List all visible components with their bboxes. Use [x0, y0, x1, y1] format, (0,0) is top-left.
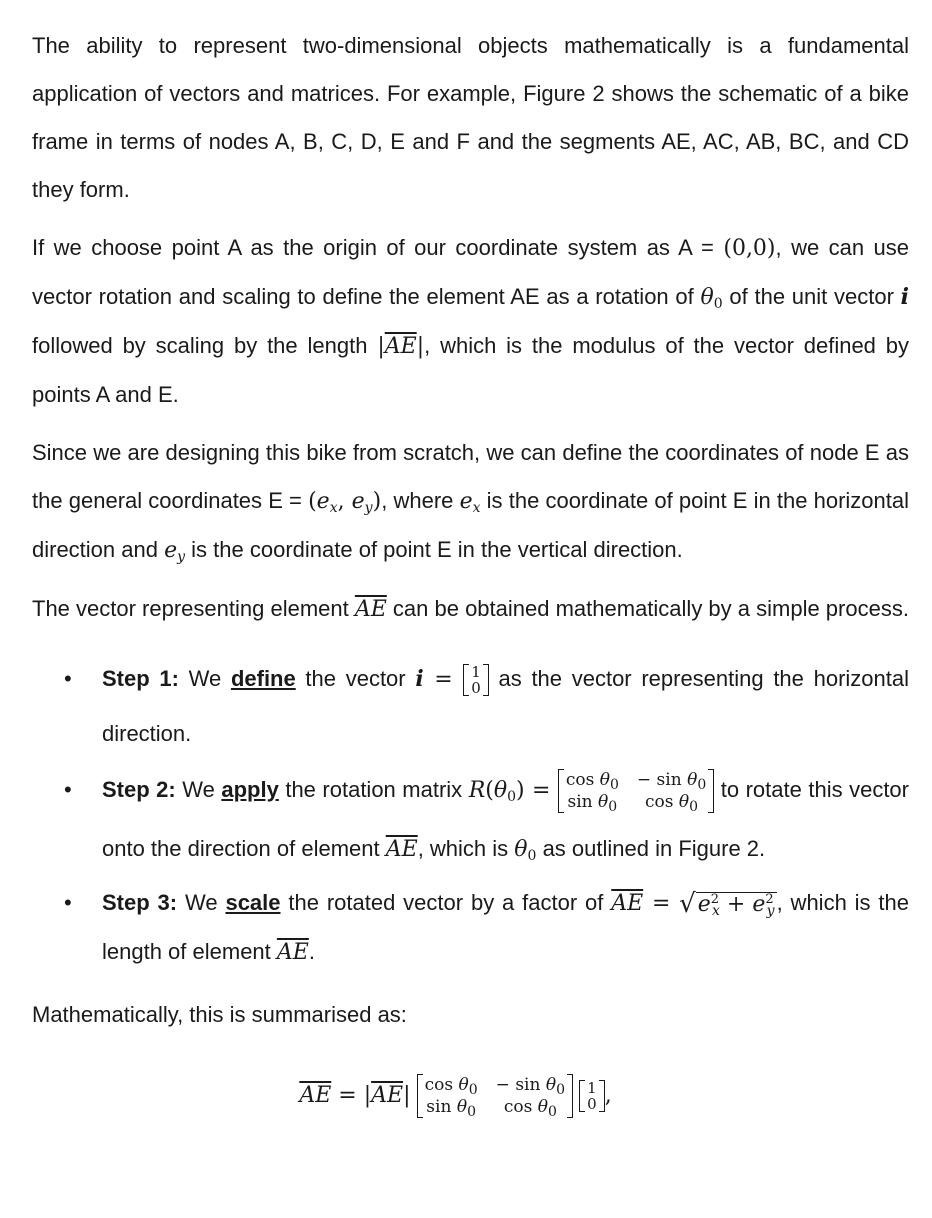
theta0-symbol: $\theta_0$: [700, 285, 723, 312]
scale-term: scale: [225, 890, 281, 915]
paragraph-origin: If we choose point A as the origin of our coordinate system as A = (0,0), we can use vector rotation and scaling to define the element AE as a rotation of $\theta_0$ of the unit vector i followed by scaling by the length $|\overline{AE}|$, which is the modulus of the vector defined by points A and E.: [32, 235, 910, 407]
paragraph-vector-ae: The vector representing element $\overline{AE}$ can be obtained mathematically by a simple process.: [32, 596, 909, 622]
e-coordinates: ($e_x$, $e_y$): [308, 489, 382, 516]
define-term: define: [230, 666, 296, 691]
apply-term: apply: [221, 777, 279, 802]
paragraph-summary: Mathematically, this is summarised as:: [32, 1002, 407, 1027]
sqrt-expression: √ $e^2_x + e^2_y$: [679, 889, 775, 920]
rotation-matrix: $\cos \theta_0$ − $\sin \theta_0$ $\sin \theta_0$ $\cos \theta_0$: [558, 769, 714, 813]
summary-vector-i: 1 0: [579, 1080, 605, 1112]
steps-list: [32, 652, 909, 977]
document-page: [32, 22, 909, 1124]
summary-rotation-matrix: $\cos \theta_0$ − $\sin \theta_0$ $\sin \theta_0$ $\cos \theta_0$: [417, 1074, 573, 1118]
unit-vector-i: i: [900, 284, 909, 310]
step-2: • Step 2: We apply the rotation matrix $R(\theta_0)$ = $\cos \theta_0$ − $\sin \theta_0$ $\sin \theta_0$ $\cos \theta_0$ to rotate this vector onto the direction of element $\overline{AE}$, which is $\theta_0$ as outlined in Figure 2.: [102, 761, 909, 879]
vector-i-matrix: 1 0: [463, 664, 489, 696]
step-1: • Step 1: We define the vector i = 1 0 as the vector representing the horizontal direction.: [102, 652, 909, 761]
paragraph-intro: The ability to represent two-dimensional objects mathematically is a fundamental application of vectors and matrices. For example, Figure 2 shows the schematic of a bike frame in terms of nodes A, B, C, D, E and F and the segments AE, AC, AB, BC, and CD they form.: [32, 33, 909, 202]
summary-equation: $\overline{AE} = |\overline{AE}|$ $\cos \theta_0$ − $\sin \theta_0$ $\sin \theta_0$ $\cos \theta_0$ 1 0 ,: [299, 1075, 612, 1121]
paragraph-node-e: Since we are designing this bike from scratch, we can define the coordinates of node E as the general coordinates $E = (e_x$, $e_y$), where $e_x$ is the coordinate of point E in the horizontal direction and $e_y$ is the coordinate of point E in the vertical direction.: [32, 440, 910, 565]
step-3: • Step 3: We scale the rotated vector by a factor of $\overline{AE}$ = √ $e^2_x + e^2_y$ , which is the length of element $\overline{AE}$.: [102, 879, 909, 977]
abs-ae: $|\overline{AE}|$: [377, 334, 425, 359]
